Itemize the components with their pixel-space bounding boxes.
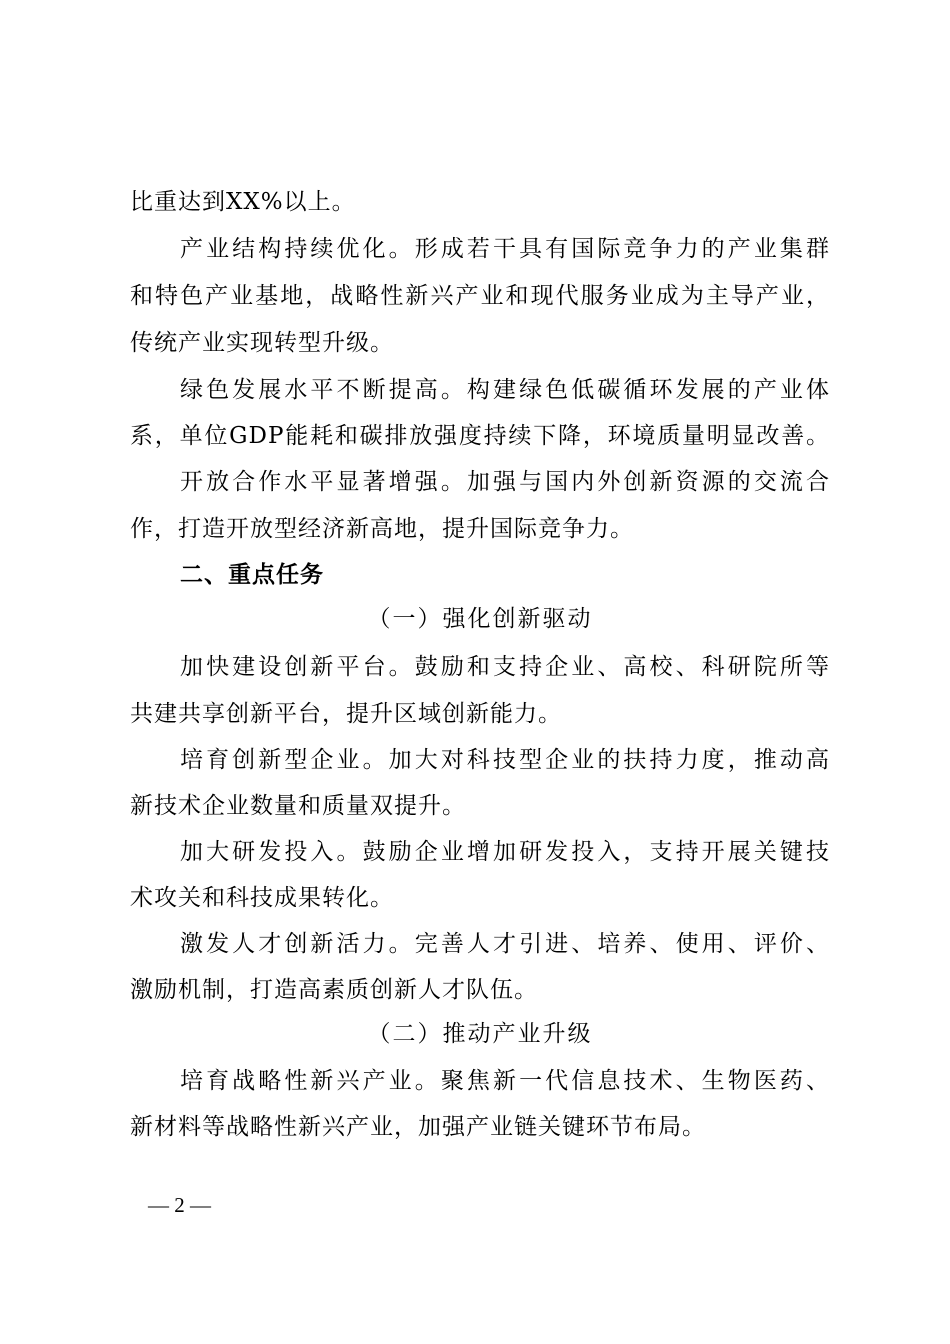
paragraph-industry-line-2: 和特色产业基地，战略性新兴产业和现代服务业成为主导产业， bbox=[130, 283, 830, 309]
paragraph-platform-line-2: 共建共享创新平台，提升区域创新能力。 bbox=[130, 701, 562, 727]
paragraph-platform-line-1: 加快建设创新平台。鼓励和支持企业、高校、科研院所等 bbox=[180, 654, 830, 680]
paragraph-industry-line-1: 产业结构持续优化。形成若干具有国际竞争力的产业集群 bbox=[180, 236, 830, 262]
section-heading-key-tasks: 二、重点任务 bbox=[180, 562, 324, 588]
paragraph-rd-line-2: 术攻关和科技成果转化。 bbox=[130, 885, 394, 911]
paragraph-continued-line: 比重达到XX%以上。 bbox=[130, 189, 356, 215]
paragraph-green-line-1: 绿色发展水平不断提高。构建绿色低碳循环发展的产业体 bbox=[180, 377, 830, 403]
paragraph-enterprise-line-2: 新技术企业数量和质量双提升。 bbox=[130, 793, 466, 819]
paragraph-strategic-line-2: 新材料等战略性新兴产业，加强产业链关键环节布局。 bbox=[130, 1114, 706, 1140]
page-number: — 2 — bbox=[148, 1193, 211, 1217]
paragraph-green-line-2: 系，单位GDP能耗和碳排放强度持续下降，环境质量明显改善。 bbox=[130, 423, 830, 449]
paragraph-enterprise-line-1: 培育创新型企业。加大对科技型企业的扶持力度，推动高 bbox=[180, 747, 830, 773]
paragraph-open-line-2: 作，打造开放型经济新高地，提升国际竞争力。 bbox=[130, 516, 634, 542]
paragraph-industry-line-3: 传统产业实现转型升级。 bbox=[130, 330, 394, 356]
paragraph-rd-line-1: 加大研发投入。鼓励企业增加研发投入，支持开展关键技 bbox=[180, 839, 830, 865]
subsection-heading-innovation: （一）强化创新驱动 bbox=[367, 606, 593, 632]
subsection-heading-industry-upgrade: （二）推动产业升级 bbox=[367, 1021, 593, 1047]
paragraph-talent-line-2: 激励机制，打造高素质创新人才队伍。 bbox=[130, 977, 538, 1003]
paragraph-talent-line-1: 激发人才创新活力。完善人才引进、培养、使用、评价、 bbox=[180, 931, 830, 957]
paragraph-strategic-line-1: 培育战略性新兴产业。聚焦新一代信息技术、生物医药、 bbox=[180, 1068, 830, 1094]
paragraph-open-line-1: 开放合作水平显著增强。加强与国内外创新资源的交流合 bbox=[180, 469, 830, 495]
